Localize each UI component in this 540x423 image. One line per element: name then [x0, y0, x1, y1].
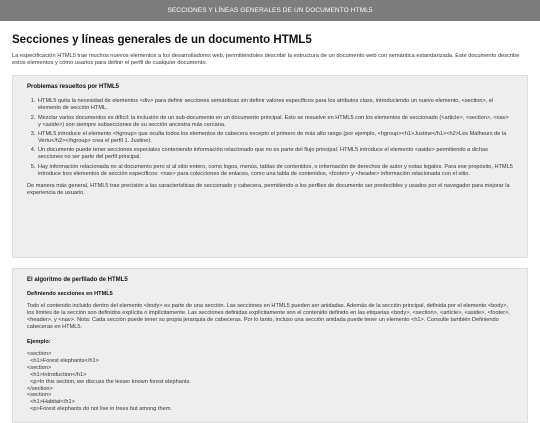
algorithm-panel [12, 268, 528, 423]
top-bar [0, 0, 540, 21]
problems-list [27, 98, 513, 177]
list-item: 2. Mezclar varios documentos es difícil: la inclusión de un sub-documento en un documento principal. Esto se resuelve en HTML5 con los elementos de seccionado (<article>, <section>, <nav> y <aside>) son siempre subsecciones de su sección ancestra más cercana. [37, 115, 513, 129]
list-item: 5. Hay información relacionada no al documento pero sí al sitio entero, como logos, menús, tablas de contenidos, o información de derechos de autor y notas legales. Para ese propósito, HTML5 introduce tres elementos de sección específicos: <nav> para colecciones de enlaces, como una tabla de contenidos, <footer> y <header> información relacionada con el sitio. [37, 164, 513, 178]
problems-summary: De manera más general, HTML5 trae precisión a las características de seccionado y cabecera, permitiendo a los perfiles de documento ser predecibles y usados por el navegador para mejorar la experiencia de usuario. [27, 183, 510, 197]
problems-panel [12, 75, 528, 258]
main-content [0, 34, 540, 423]
list-item: 1. HTML5 quita la necesidad de elementos <div> para definir secciones semánticas sin definir valores específicos para los atributos class, introduciendo un nuevo elemento, <section>, el elemento de sección HTML. [37, 98, 513, 112]
algorithm-heading: El algoritmo de perfilado de HTML5 [27, 277, 128, 284]
list-item: 3. HTML5 introduce el elemento <hgroup> que oculta todos los elementos de cabecera excepto el primero de más alto rango (por ejemplo, <hgroup><h1>Justine</h1><h2>Les Malheurs de la Vertu</h2></hgroup> crea el perfil 1. Justine). [37, 131, 513, 145]
intro-paragraph: La especificación HTML5 trae muchos nuevos elementos a los desarrolladores web, permitiéndoles describir la estructura de un documento web con semántica estandarizada. Este documento describe estos elementos y cómo usarlos para definir el perfil de cualquier documento. [12, 53, 520, 67]
algorithm-text: Todo el contenido incluido dentro del elemento <body> es parte de una sección. Las secciones en HTML5 pueden ser anidadas. Además de la sección principal, definida por el elemento <body>, los límites de la sección son definidos explícita o implícitamente. Las secciones definidas explícitamente son el contenido definido en las etiquetas <body>, <section>, <article>, <aside>, <footer>, <header>, y <nav>. Nota: Cada sección puede tener su propia jerarquía de cabeceras. Por lo tanto, incluso una sección anidada puede tener un elemento <h1>. Consulte también Definiendo cabeceras en HTML5. [27, 303, 510, 331]
top-bar-title: SECCIONES Y LÍNEAS GENERALES DE UN DOCUMENTO HTML5 [167, 7, 373, 14]
problems-heading: Problemas resueltos por HTML5 [27, 84, 120, 91]
algorithm-subheading: Definiendo secciones en HTML5 [27, 291, 113, 298]
list-item: 4. Un documento puede tener secciones especiales conteniendo información relacionado que no es parte del flujo principal. HTML5 introduce el elemento <aside> permitiendo a dichas secciones no ser parte del perfil principal. [37, 147, 513, 161]
page-title: Secciones y líneas generales de un documento HTML5 [12, 34, 312, 46]
code-example: <section> <h1>Forest elephants</h1> <section> <h1>Introduction</h1> <p>In this section, we discuss the lesser known forest elephants. </section> <section> <h1>Habitat</h1> <p>Forest elephants do not live in trees but among them. [27, 351, 191, 413]
example-label: Ejemplo: [27, 339, 51, 346]
